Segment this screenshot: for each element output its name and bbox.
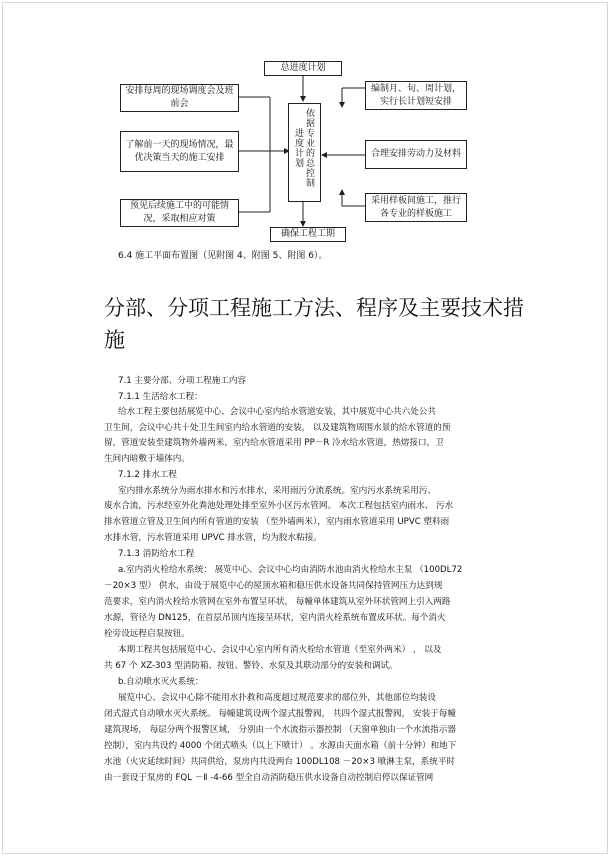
- flow-center-col1: 依据专业的总控制: [304, 108, 314, 188]
- text-line: 控制），室内共设约 4000 个闭式喷头（以上下喷计） 。水源由天面水箱（前十分钟）和地下: [104, 741, 457, 751]
- flow-left-box-2: 了解前一天的现场情况，最优决策当天的施工安排: [120, 131, 239, 172]
- subsection-b: b.自动喷水灭火系统：: [118, 677, 204, 687]
- text-line: 本期工程共包括展览中心、会议中心室内所有消火栓给水管道（至室外两米） ， 以及: [118, 645, 442, 655]
- text-line: －20×3 型） 供水，由设于展览中心的屋顶水箱和稳压供水设备共同保持管网压力达到规: [104, 581, 443, 591]
- flow-top-box: 总进度计划: [264, 61, 342, 76]
- flow-left-box-3: 预见后续施工中的可能情况，采取相应对策: [120, 199, 239, 227]
- flow-center-col2: 进度计划: [293, 128, 303, 168]
- text-line: 卫生间，会议中心共十处卫生间室内给水管道的安装， 以及建筑物周围水景的给水管道的预: [104, 423, 451, 433]
- text-line: 水池（火灾延续时间）共同供给，泵房内共设两台 100DL108 －20×3 喷淋主泵，系统平时: [104, 757, 456, 767]
- flow-center-box: [288, 103, 321, 202]
- text-line: 由一套设于泵房的 FQL －Ⅱ -4-66 型全自动消防稳压供水设备自动控制启停以保证管网: [104, 773, 434, 783]
- text-line: 生间内暗敷于墙体内。: [104, 454, 190, 464]
- text-line: 室内排水系统分为雨水排水和污水排水，采用雨污分流系统。室内污水系统采用污、: [118, 486, 436, 496]
- text-line: 建筑现场， 每层分两个报警区域， 分别由一个水流指示器控制 （天窗单独由一个水流指示器: [104, 725, 456, 735]
- section-7-1-3: 7.1.3 消防给水工程: [118, 549, 195, 559]
- section-7-1-1: 7.1.1 生活给水工程：: [118, 392, 203, 402]
- text-line: 留，管道安装至建筑物外墙两米，室内给水管道采用 PP－R 冷水给水管道，热熔接口，卫: [104, 438, 444, 448]
- section-7-1-2: 7.1.2 排水工程: [118, 470, 177, 480]
- text-line: 水排水管，污水管道采用 UPVC 排水管，均为胶水粘接。: [104, 533, 322, 543]
- text-line: 栓旁设远程启泵按钮。: [104, 629, 190, 639]
- flow-right-box-1: 编制月、旬、周计划，实行长计划短安排: [365, 81, 467, 110]
- flow-right-box-2: 合理安排劳动力及材料: [365, 140, 467, 169]
- text-line: 废水合流，污水经室外化粪池处理处排至室外小区污水管网。 本次工程包括室内雨水、 污水: [104, 501, 454, 511]
- flow-left-box-1: 安排每周的现场调度会及班前会: [120, 84, 239, 112]
- flow-bottom-box: 确保工程工期: [270, 227, 346, 242]
- text-line: 闭式湿式自动喷水灭火系统。 每幢建筑设两个湿式报警阀， 共四个湿式报警阀， 安装于每幢: [104, 709, 456, 719]
- text-line: 共 67 个 XZ-303 型消防箱、按钮、警铃、水泵及其联动部分的安装和调试。: [104, 661, 398, 671]
- text-line: 水源，管径为 DN125，在首层吊顶内连接呈环状，室内消火栓系统布置成环状。每个消火: [104, 613, 446, 623]
- text-line: 范要求，室内消火栓给水管网在室外布置呈环状， 每幢单体建筑从室外环状管网上引入两路: [104, 597, 451, 607]
- flow-right-box-3: 采用样板间施工，推行各专业的样板施工: [365, 193, 467, 222]
- section-7-1: 7.1 主要分部、分项工程施工内容: [118, 376, 247, 386]
- text-line: 展览中心、会议中心除不能用水扑救和高度超过规范要求的部位外，其他部位均装设: [118, 693, 436, 703]
- section-heading: 分部、分项工程施工方法、程序及主要技术措施: [104, 296, 524, 352]
- text-line: 给水工程主要包括展览中心、会议中心室内给水管道安装，其中展览中心共六处公共: [118, 407, 436, 417]
- text-line: a.室内消火栓给水系统： 展览中心、会议中心均由消防水池由消火栓给水主泵 （100DL72: [118, 565, 463, 575]
- figure-caption: 6.4 施工平面布置图（见附图 4、附图 5、附图 6）。: [118, 251, 328, 261]
- text-line: 排水管道立管及卫生间内所有管道的安装 （至外墙两米），室内雨水管道采用 UPVC 塑料雨: [104, 517, 450, 527]
